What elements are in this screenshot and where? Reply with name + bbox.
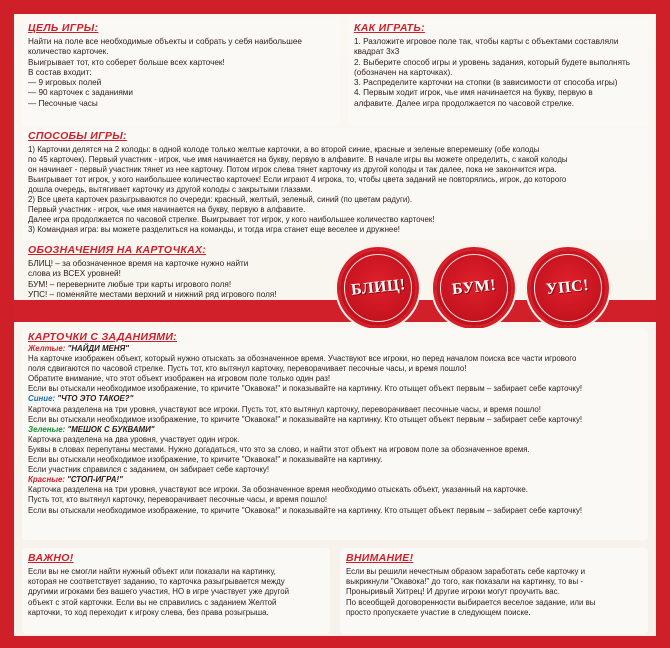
attention-line: Проныривый Хитрец! И другие игроки могут проучить вас. — [346, 587, 560, 597]
attention-line: выкрикнули "Окавока!" до того, как показали на картинку, то вы - — [346, 577, 583, 587]
important-line: Если вы не смогли найти нужный объект или показали на картинку, — [28, 567, 276, 576]
goal-line: количество карточек. — [28, 47, 109, 57]
red-line: Если вы отыскали необходимое изображение, то кричите "Окавока!" и показывайте на картинку. Кто отыщет объект первым – забирает себе карточку! — [28, 505, 583, 515]
green-task: "МЕШОК С БУКВАМИ" — [67, 424, 155, 434]
blue-line: Если вы отыскали необходимое изображение, то кричите "Окавока!" и показывайте на картинку. Кто отыщет объект первым – забирает себе карточку! — [28, 414, 583, 424]
green-label: Зеленые: — [28, 424, 66, 434]
goal-line: Найти на поле все необходимые объекты и собрать у себя наибольшее — [28, 37, 302, 46]
important-text — [28, 567, 324, 618]
yellow-line: поля сдвигаются по часовой стрелке. Пусть тот, кто вытянул карточку, переворачивает песочные часы, и время пошло! — [28, 364, 467, 374]
how-line: (обозначен на карточках). — [354, 67, 453, 77]
modes-line: Далее игра продолжается по часовой стрелке. Выигрывает тот игрок, у кого наибольшее количество карточек! — [28, 215, 435, 224]
red-label: Красные: — [28, 475, 65, 485]
blue-task: "ЧТО ЭТО ТАКОЕ?" — [57, 394, 134, 404]
modes-line: по 45 карточек). Первый участник - игрок, чье имя начинается на букву, первую в алфавите. В начале игры вы можете определить, с какой колоды — [28, 155, 568, 164]
important-title: ВАЖНО! — [28, 552, 74, 564]
yellow-heading — [28, 344, 642, 354]
boom-stamp — [436, 250, 512, 326]
task-cards-section — [22, 328, 648, 540]
oops-stamp — [530, 250, 606, 326]
how-line: 2. Выберите способ игры и уровень задания, который будете выполнять — [354, 57, 631, 67]
goal-line: В состав входит: — [28, 67, 92, 77]
cards-text — [28, 344, 642, 516]
attention-line: По всеобщей договоренности выбирается веселое задание, или вы — [346, 597, 596, 607]
red-heading — [28, 475, 642, 485]
attention-section — [340, 548, 648, 634]
blue-line: Карточка разделена на три уровня, участвуют все игроки. Пусть тот, кто вытянул карточку, переворачивает песочные часы, и время пошло! — [28, 404, 541, 414]
red-task: "СТОП-ИГРА!" — [67, 475, 123, 485]
important-line: которая не соответствует заданию, то карточка разыгрывается между — [28, 577, 285, 587]
yellow-line: Обратите внимание, что этот объект изображен на игровом поле только один раз! — [28, 374, 331, 384]
green-heading — [28, 425, 642, 435]
blitz-stamp-label: БЛИЦ! — [349, 276, 407, 299]
modes-line: 3) Командная игра: вы можете разделиться на команды, и тогда игра станет еще веселее и дружнее! — [28, 225, 400, 234]
goal-line: — Песочные часы — [28, 98, 98, 108]
modes-text — [28, 145, 642, 235]
blitz-stamp — [340, 250, 416, 326]
modes-line: 2) Все цвета карточек разыгрываются по очереди: красный, желтый, зеленый, синий (по цветам радуги). — [28, 195, 413, 204]
green-line: Карточка разделена на два уровня, участвует один игрок. — [28, 434, 240, 444]
modes-line: дошла очередь, вытягивает карточку из другой колоды с закрытыми глазами. — [28, 185, 313, 194]
oops-stamp-label: УПС! — [545, 276, 591, 299]
green-line: Буквы в словах перепутаны местами. Нужно догадаться, что это за слово, и найти этот объект на игровом поле за обозначенное время. — [28, 444, 530, 454]
yellow-line: Если вы отыскали необходимое изображение, то кричите "Окавока!" и показывайте на картинку. Кто отыщет объект первым – забирает себе карточку! — [28, 384, 583, 394]
modes-title: СПОСОБЫ ИГРЫ: — [28, 130, 127, 142]
cards-title: КАРТОЧКИ С ЗАДАНИЯМИ: — [28, 331, 177, 343]
modes-line: Выигрывает тот игрок, у кого наибольшее количество карточек! Если играют 4 игрока, то, чтобы цвета заданий не повторялись, игрок, до которого — [28, 175, 567, 184]
how-text — [354, 37, 642, 109]
how-line: 4. Первым ходит игрок, чье имя начинается на букву, первую в — [354, 88, 593, 98]
boom-stamp-label: БУМ! — [451, 276, 497, 299]
important-section — [22, 548, 330, 634]
red-border-left — [0, 0, 14, 648]
how-line: алфавите. Далее игра продолжается по часовой стрелке. — [354, 98, 575, 108]
how-to-play-section — [348, 18, 648, 126]
modes-line: он начинает - первый участник тянет из нее карточку. Потом игрок слева тянет карточку из другой колоды и так далее, пока не закончится игра. — [28, 165, 557, 174]
marks-section — [22, 242, 340, 300]
attention-text — [346, 567, 642, 618]
green-line: Если вы отыскали необходимое изображение, то кричите "Окавока!" и показывайте на картинку. — [28, 455, 383, 465]
attention-title: ВНИМАНИЕ! — [346, 552, 414, 564]
marks-line: УПС! – поменяйте местами верхний и нижний ряд игрового поля! — [28, 289, 277, 299]
attention-line: Если вы решили нечестным образом заработать себе карточку и — [346, 567, 586, 576]
red-line: Карточка разделена на три уровня, участвуют все игроки. За обозначенное время необходимо отыскать объект, указанный на карточке. — [28, 485, 528, 495]
red-border-bottom — [0, 636, 670, 648]
goal-section — [22, 18, 340, 126]
red-border-right — [656, 0, 670, 648]
goal-line: Выигрывает тот, кто соберет больше всех карточек! — [28, 57, 225, 67]
red-line: Пусть тот, кто вытянул карточку, переворачивает песочные часы, и время пошло! — [28, 495, 328, 505]
how-line: 3. Распределите карточки на стопки (в зависимости от способа игры) — [354, 78, 618, 88]
marks-line: БЛИЦ! – за обозначенное время на карточке нужно найти — [28, 259, 249, 268]
yellow-task: "НАЙДИ МЕНЯ" — [67, 344, 130, 353]
marks-title: ОБОЗНАЧЕНИЯ НА КАРТОЧКАХ: — [28, 244, 207, 256]
yellow-line: На карточке изображен объект, который нужно отыскать за обозначенное время. Участвуют все игроки, но перед началом поиска все части игрового — [28, 354, 577, 364]
goal-line: — 9 игровых полей — [28, 78, 102, 88]
important-line: карточки, то ход переходит к игроку слева, без права розыгрыша. — [28, 607, 269, 617]
modes-line: Первый участник - игрок, чье имя начинается на букву, первую в алфавите. — [28, 205, 306, 214]
yellow-label: Желтые: — [28, 344, 66, 353]
modes-section — [22, 128, 648, 240]
attention-line: просто пропускаете участие в следующем поиске. — [346, 607, 531, 617]
how-line: квадрат 3х3 — [354, 47, 400, 57]
important-line: объект с этой карточки. Если вы не справились с заданием Желтой — [28, 597, 277, 607]
how-title: КАК ИГРАТЬ: — [354, 22, 425, 34]
goal-line: — 90 карточек с заданиями — [28, 88, 133, 98]
marks-line: БУМ! – переверните любые три карты игрового поля! — [28, 279, 232, 289]
modes-line: 1) Карточки делятся на 2 колоды: в одной колоде только желтые карточки, а во второй синие, красные и зеленые вперемешку (обе колоды — [28, 145, 540, 154]
goal-text — [28, 37, 334, 109]
blue-heading — [28, 394, 642, 404]
marks-line: слова из ВСЕХ уровней! — [28, 269, 121, 279]
red-border-top — [0, 0, 670, 14]
green-line: Если участник справился с заданием, он забирает себе карточку! — [28, 465, 270, 475]
how-line: 1. Разложите игровое поле так, чтобы карты с объектами составляли — [354, 37, 619, 46]
important-line: другими игроками без вашего участия, НО в игре участвует уже другой — [28, 587, 290, 597]
blue-label: Синие: — [28, 394, 56, 404]
goal-title: ЦЕЛЬ ИГРЫ: — [28, 22, 99, 34]
marks-text — [28, 259, 334, 300]
